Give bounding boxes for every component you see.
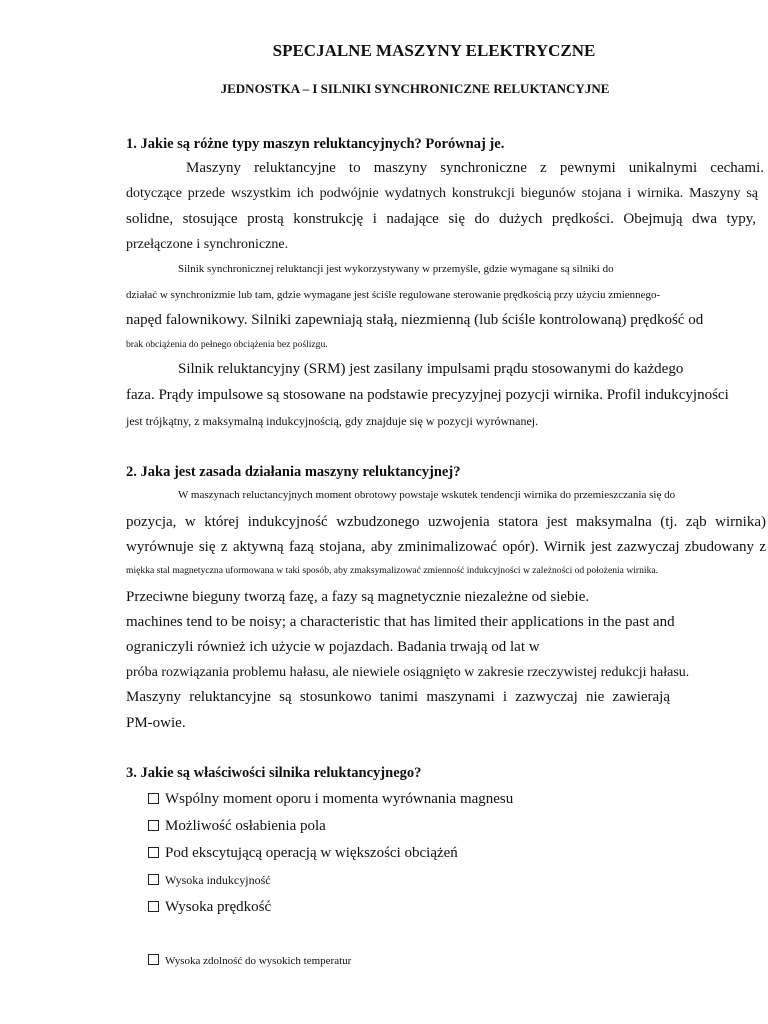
checkbox-bullet-icon xyxy=(148,820,159,831)
paragraph-line: Maszyny reluktancyjne są stosunkowo tanimi maszynami i zazwyczaj nie zawierają xyxy=(126,690,670,705)
question-3-heading: 3. Jakie są właściwości silnika reluktancyjnego? xyxy=(126,765,422,781)
paragraph-line: pozycja, w której indukcyjność wzbudzonego uzwojenia statora jest maksymalna (tj. ząb wirnika) xyxy=(126,515,766,530)
list-item-label: Wspólny moment oporu i momenta wyrównania magnesu xyxy=(165,791,514,807)
question-2-heading: 2. Jaka jest zasada działania maszyny reluktancyjnej? xyxy=(126,464,461,480)
paragraph-line: miękka stal magnetyczna uformowana w taki sposób, aby zmaksymalizować zmienność indukcyjności w zależności od położenia wirnika. xyxy=(126,565,659,576)
list-item xyxy=(148,846,458,861)
paragraph-line: solidne, stosujące prostą konstrukcję i nadające się do dużych prędkości. Obejmują dwa typy, xyxy=(126,212,756,227)
checkbox-bullet-icon xyxy=(148,847,159,858)
paragraph-line: Silnik synchronicznej reluktancji jest wykorzystywany w przemyśle, gdzie wymagane są silniki do xyxy=(178,263,614,275)
checkbox-bullet-icon xyxy=(148,793,159,804)
checkbox-bullet-icon xyxy=(148,954,159,965)
paragraph-line: Silnik reluktancyjny (SRM) jest zasilany impulsami prądu stosowanymi do każdego xyxy=(178,361,684,377)
list-item xyxy=(148,900,271,915)
list-item-label: Wysoka prędkość xyxy=(165,899,272,915)
list-item-label: Pod ekscytującą operacją w większości obciążeń xyxy=(165,845,458,861)
list-item xyxy=(148,819,326,834)
paragraph-line: Maszyny reluktancyjne to maszyny synchroniczne z pewnymi unikalnymi cechami. xyxy=(186,161,764,176)
question-1-heading: 1. Jakie są różne typy maszyn reluktancyjnych? Porównaj je. xyxy=(126,136,505,152)
paragraph-line: machines tend to be noisy; a characteristic that has limited their applications in the past and xyxy=(126,614,675,630)
paragraph-line: próba rozwiązania problemu hałasu, ale niewiele osiągnięto w zakresie rzeczywistej redukcji hałasu. xyxy=(126,665,690,680)
checkbox-bullet-icon xyxy=(148,901,159,912)
list-item-label: Wysoka zdolność do wysokich temperatur xyxy=(165,955,352,967)
list-item-label: Możliwość osłabienia pola xyxy=(165,818,326,834)
list-item-label: Wysoka indukcyjność xyxy=(165,873,271,887)
paragraph-line: faza. Prądy impulsowe są stosowane na podstawie precyzyjnej pozycji wirnika. Profil indukcyjności xyxy=(126,387,729,403)
document-subtitle: JEDNOSTKA – I SILNIKI SYNCHRONICZNE RELUKTANCYJNE xyxy=(220,81,610,96)
list-item xyxy=(148,792,513,807)
document-title: SPECJALNE MASZYNY ELEKTRYCZNE xyxy=(272,41,596,60)
checkbox-bullet-icon xyxy=(148,874,159,885)
paragraph-line: działać w synchronizmie lub tam, gdzie wymagane jest ściśle regulowane sterowanie prędkością przy użyciu zmiennego- xyxy=(126,289,661,301)
paragraph-line: W maszynach reluctancyjnych moment obrotowy powstaje wskutek tendencji wirnika do przemieszczania się do xyxy=(178,489,676,501)
paragraph-line: dotyczące przede wszystkim ich podwójnie wydatnych konstrukcji biegunów stojana i wirnika. Maszyny są xyxy=(126,187,758,201)
paragraph-line: napęd falownikowy. Silniki zapewniają stałą, niezmienną (lub ściśle kontrolowaną) prędkość od xyxy=(126,312,704,328)
paragraph-line: wyrównuje się z aktywną fazą stojana, aby zminimalizować opór). Wirnik jest zazwyczaj zbudowany z xyxy=(126,540,766,555)
paragraph-line: jest trójkątny, z maksymalną indukcyjnością, gdy znajduje się w pozycji wyrównanej. xyxy=(126,414,539,428)
paragraph-line: brak obciążenia do pełnego obciążenia bez poślizgu. xyxy=(126,339,328,350)
paragraph-line: PM-owie. xyxy=(126,715,186,731)
list-item xyxy=(148,874,271,886)
paragraph-line: przełączone i synchroniczne. xyxy=(126,237,289,252)
list-item xyxy=(148,954,351,967)
paragraph-line: ograniczyli również ich użycie w pojazdach. Badania trwają od lat w xyxy=(126,639,540,655)
paragraph-line: Przeciwne bieguny tworzą fazę, a fazy są magnetycznie niezależne od siebie. xyxy=(126,589,590,605)
